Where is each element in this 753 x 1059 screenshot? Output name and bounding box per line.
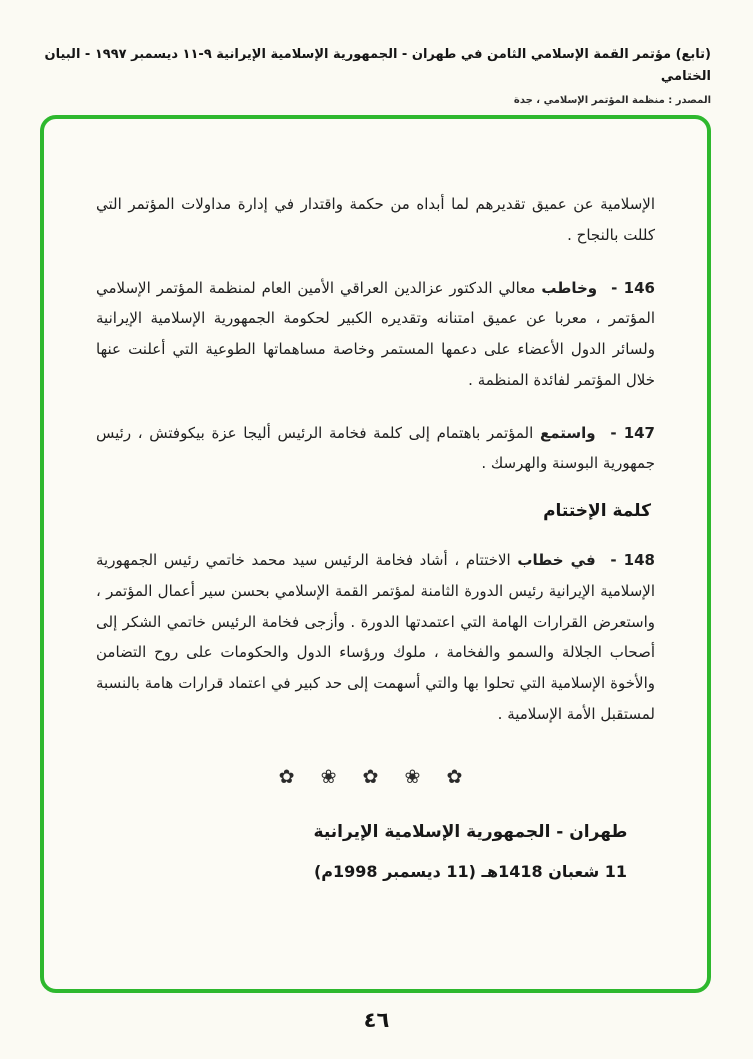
- header-source-line: المصدر : منظمة المؤتمر الإسلامي ، جدة: [513, 95, 711, 107]
- document-frame: [40, 115, 711, 993]
- paragraph-148-text: الاختتام ، أشاد فخامة الرئيس سيد محمد خاتمي رئيس الجمهورية الإسلامية الإيرانية رئيس الدورة الثامنة لمؤتمر القمة الإسلامي بحسن سير أعمال المؤتمر ، واستعرض القرارات الهامة التي اعتمدتها الدورة . وأزجى فخامة الرئيس خاتمي الشكر إلى أصحاب الجلالة والسمو والفخامة ، ملوك ورؤساء الدول والحكومات على روح التضامن والأخوة الإسلامية التي تحلوا بها والتي أسهمت إلى حد كبير في اعتماد قرارات هامة بالنسبة لمستقبل الأمة الإسلامية .: [96, 551, 655, 723]
- footer-location: طهران - الجمهورية الإسلامية الإيرانية: [313, 821, 628, 842]
- ornament-divider: [96, 766, 655, 788]
- header-title-line: (تابع) مؤتمر القمة الإسلامي الثامن في طهران - الجمهورية الإسلامية الإيرانية ٩-١١ ديسمبر ١٩٩٧ - البيان الختامي: [44, 47, 711, 85]
- paragraph-146: [96, 273, 655, 396]
- paragraph-147: [96, 418, 655, 480]
- flower-icon: ✿ ❀ ✿ ❀ ✿: [278, 765, 473, 788]
- signature-block: [96, 822, 655, 881]
- paragraph-148-lead: في خطاب: [517, 551, 596, 569]
- closing-speech-heading: كلمة الإختتام: [543, 501, 651, 521]
- paragraph-147-text: المؤتمر باهتمام إلى كلمة فخامة الرئيس أليجا عزة بيكوفتش ، رئيس جمهورية البوسنة والهرسك .: [96, 423, 655, 473]
- paragraph-146-lead: وخاطب: [541, 278, 598, 297]
- page-header: [0, 0, 753, 106]
- paragraph-148-number: 148 -: [610, 551, 655, 569]
- continuation-paragraph: الإسلامية عن عميق تقديرهم لما أبداه من حكمة واقتدار في إدارة مداولات المؤتمر التي كللت بالنجاح .: [96, 195, 655, 244]
- paragraph-148: [96, 545, 655, 730]
- footer-date: 11 شعبان 1418هـ (11 ديسمبر 1998م): [313, 861, 628, 881]
- paragraph-147-lead: واستمع: [539, 423, 596, 442]
- paragraph-146-number: 146 -: [611, 278, 655, 297]
- paragraph-146-text: معالي الدكتور عزالدين العراقي الأمين العام لمنظمة المؤتمر الإسلامي المؤتمر ، معربا عن عميق امتنانه وتقديره الكبير لحكومة الجمهورية الإسلامية الإيرانية ولسائر الدول الأعضاء على دعمها المستمر وخاصة مساهماتها الطوعية التي أعلنت عنها خلال المؤتمر لفائدة المنظمة .: [96, 278, 655, 389]
- paragraph-147-number: 147 -: [610, 423, 655, 442]
- page-number: ٤٦: [363, 1008, 390, 1032]
